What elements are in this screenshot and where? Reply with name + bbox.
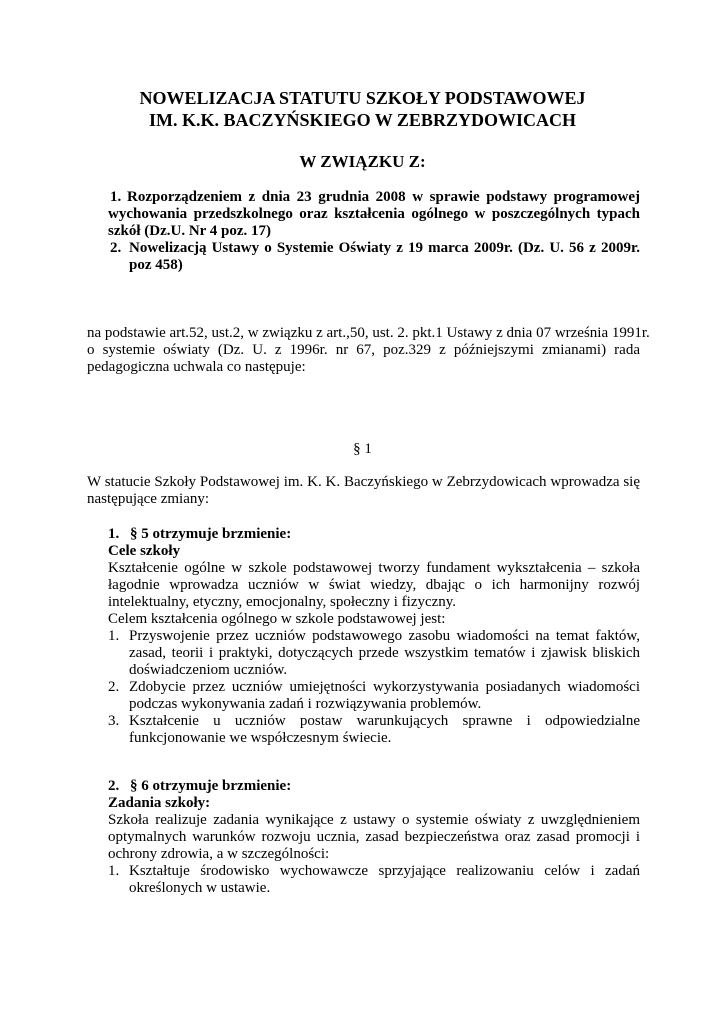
basis-item-2-number: 2. [110, 240, 122, 256]
section-1-item-3-number: 3. [108, 713, 120, 729]
section-1-item-1-line-2: zasad, teorii i praktyki, dotyczących przede wszystkim tematów i zjawisk bliskich [129, 645, 640, 661]
document-title-line-2: IM. K.K. BACZYŃSKIEGO W ZEBRZYDOWICACH [149, 110, 576, 130]
section-1-item-2-line-1: Zdobycie przez uczniów umiejętności wykorzystywania posiadanych wiadomości [129, 679, 640, 695]
intro-line-2: następujące zmiany: [87, 491, 210, 507]
section-2-item-1-line-2: określonych w ustawie. [129, 880, 271, 896]
section-1-body-line-1: Kształcenie ogólne w szkole podstawowej tworzy fundament wykształcenia – szkoła [108, 560, 640, 576]
section-1-item-1-line-1: Przyswojenie przez uczniów podstawowego zasobu wiadomości na temat faktów, [129, 628, 640, 644]
preamble-line-2: o systemie oświaty (Dz. U. z 1996r. nr 67, poz.329 z późniejszymi zmianami) rada [87, 342, 640, 358]
section-1-heading: § 5 otrzymuje brzmienie: [130, 526, 292, 542]
paragraph-mark: § 1 [353, 441, 372, 457]
section-1-body-line-3: intelektualny, etyczny, emocjonalny, społeczny i fizyczny. [108, 594, 457, 610]
intro-line-1: W statucie Szkoły Podstawowej im. K. K. Baczyńskiego w Zebrzydowicach wprowadza się [87, 474, 640, 490]
section-2-body-line-2: optymalnych warunków rozwoju ucznia, zasad bezpieczeństwa oraz zasad promocji i [108, 829, 640, 845]
basis-item-2-line-1: Nowelizacją Ustawy o Systemie Oświaty z 19 marca 2009r. (Dz. U. 56 z 2009r. [129, 240, 640, 256]
section-2-body-line-3: ochrony zdrowia, a w szczególności: [108, 846, 330, 862]
section-1-item-3-line-1: Kształcenie u uczniów postaw warunkujących sprawne i odpowiedzialne [129, 713, 640, 729]
section-1-item-2-line-2: podczas wykonywania zadań i rozwiązywania problemów. [129, 696, 482, 712]
preamble-line-3: pedagogiczna uchwala co następuje: [87, 359, 306, 375]
section-1-body-line-2: łagodnie wprowadza uczniów w świat wiedzy, dbając o ich harmonijny rozwój [108, 577, 640, 593]
section-2-subheading: Zadania szkoły: [108, 795, 211, 811]
basis-item-1-line-1: Rozporządzeniem z dnia 23 grudnia 2008 w sprawie podstawy programowej [127, 189, 640, 205]
section-2-number: 2. [108, 778, 120, 794]
section-2-item-1-line-1: Kształtuje środowisko wychowawcze sprzyjające realizowaniu celów i zadań [129, 863, 640, 879]
preamble-line-1: na podstawie art.52, ust.2, w związku z art.,50, ust. 2. pkt.1 Ustawy z dnia 07 września 1991r. [87, 325, 650, 341]
section-1-item-2-number: 2. [108, 679, 120, 695]
basis-item-2-line-2: poz 458) [129, 257, 183, 273]
section-1-item-1-line-3: doświadczeniom uczniów. [129, 662, 288, 678]
basis-item-1-number: 1. [110, 189, 122, 205]
section-2-heading: § 6 otrzymuje brzmienie: [130, 778, 292, 794]
document-subtitle: W ZWIĄZKU Z: [299, 152, 426, 171]
section-2-item-1-number: 1. [108, 863, 120, 879]
section-1-subheading: Cele szkoły [108, 543, 181, 559]
basis-item-1-line-3: szkół (Dz.U. Nr 4 poz. 17) [108, 223, 272, 239]
section-1-item-1-number: 1. [108, 628, 120, 644]
section-1-item-3-line-2: funkcjonowanie we współczesnym świecie. [129, 730, 392, 746]
document-title-line-1: NOWELIZACJA STATUTU SZKOŁY PODSTAWOWEJ [139, 88, 586, 108]
basis-item-1-line-2: wychowania przedszkolnego oraz kształcenia ogólnego w poszczególnych typach [108, 206, 640, 222]
section-2-body-line-1: Szkoła realizuje zadania wynikające z ustawy o systemie oświaty z uwzględnieniem [108, 812, 640, 828]
section-1-number: 1. [108, 526, 120, 542]
section-1-list-intro: Celem kształcenia ogólnego w szkole podstawowej jest: [108, 611, 446, 627]
